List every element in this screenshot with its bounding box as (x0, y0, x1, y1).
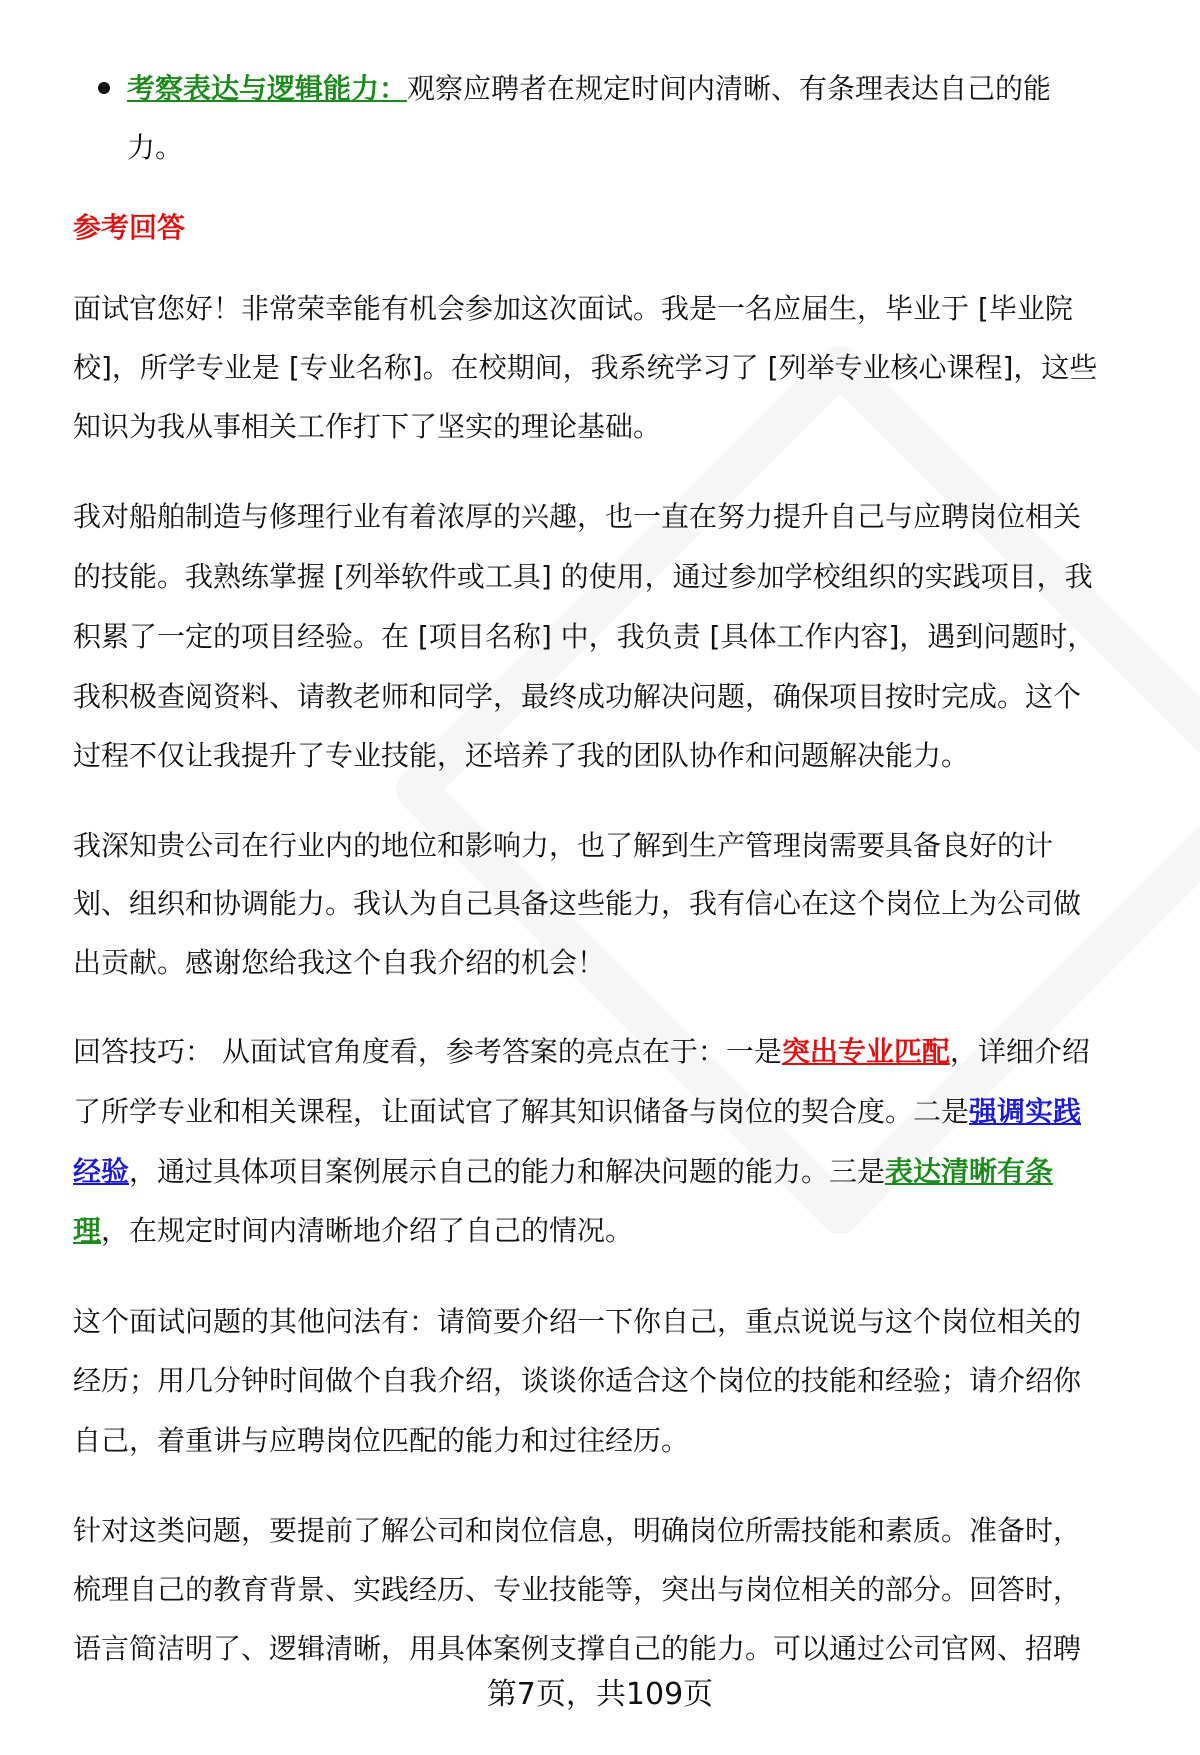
paragraph-line (73, 1511, 1081, 1551)
paragraph-line (73, 1092, 1081, 1132)
text-segment: 我对船舶制造与修理行业有着浓厚的兴趣，也一直在努力提升自己与应聘岗位相关 (73, 500, 1082, 533)
text-segment: 针对这类问题，要提前了解公司和岗位信息，明确岗位所需技能和素质。准备时， (73, 1514, 1082, 1547)
bullet-line-1 (127, 69, 1051, 109)
paragraph-line (73, 826, 1053, 866)
text-segment: 语言简洁明了、逻辑清晰，用具体案例支撑自己的能力。可以通过公司官网、招聘 (73, 1632, 1082, 1665)
paragraph-line (73, 884, 1081, 924)
text-segment: 划、组织和协调能力。我认为自己具备这些能力，我有信心在这个岗位上为公司做 (73, 887, 1082, 920)
paragraph-line (73, 617, 1095, 657)
paragraph-line (73, 497, 1081, 537)
paragraph-line (73, 407, 661, 447)
text-segment: 梳理自己的教育背景、实践经历、专业技能等，突出与岗位相关的部分。回答时， (73, 1573, 1082, 1606)
text-segment: 过程不仅让我提升了专业技能，还培养了我的团队协作和问题解决能力。 (73, 739, 970, 772)
text-segment: ，详细介绍 (949, 1035, 1090, 1068)
text-segment: 这个面试问题的其他问法有：请简要介绍一下你自己，重点说说与这个岗位相关的 (73, 1305, 1082, 1338)
text-segment: 了所学专业和相关课程，让面试官了解其知识储备与岗位的契合度。二是 (73, 1095, 970, 1128)
paragraph-line (73, 1211, 633, 1251)
text-segment: 积累了一定的项目经验。在 [项目名称] 中，我负责 [具体工作内容]，遇到问题时， (73, 620, 1096, 653)
text-segment: ，通过具体项目案例展示自己的能力和解决问题的能力。三是 (129, 1155, 886, 1188)
highlight-text: 强调实践 (969, 1095, 1082, 1128)
paragraph-line (73, 1421, 689, 1461)
text-segment: 我积极查阅资料、请教老师和同学，最终成功解决问题，确保项目按时完成。这个 (73, 680, 1082, 713)
text-segment: 经历；用几分钟时间做个自我介绍，谈谈你适合这个岗位的技能和经验；请介绍你 (73, 1364, 1082, 1397)
bullet-text: 观察应聘者在规定时间内清晰、有条理表达自己的能 (407, 72, 1052, 105)
paragraph-line (73, 289, 1073, 329)
bullet-dot (98, 82, 110, 94)
text-segment: 自己，着重讲与应聘岗位匹配的能力和过往经历。 (73, 1424, 690, 1457)
highlight-text: 理 (73, 1214, 102, 1247)
text-segment: ，在规定时间内清晰地介绍了自己的情况。 (101, 1214, 634, 1247)
paragraph-line (73, 1302, 1081, 1342)
highlight-text: 经验 (73, 1155, 130, 1188)
text-segment: 我深知贵公司在行业内的地位和影响力，也了解到生产管理岗需要具备良好的计 (73, 829, 1054, 862)
text-segment: 回答技巧： 从面试官角度看，参考答案的亮点在于：一是 (73, 1035, 782, 1068)
paragraph-line (73, 1152, 1053, 1192)
highlight-text: 突出专业匹配 (781, 1035, 950, 1068)
paragraph-line (73, 1570, 1081, 1610)
text-segment: 出贡献。感谢您给我这个自我介绍的机会！ (73, 946, 606, 979)
text-segment: 的技能。我熟练掌握 [列举软件或工具] 的使用，通过参加学校组织的实践项目，我 (73, 560, 1093, 593)
text-segment: 校]，所学专业是 [专业名称]。在校期间，我系统学习了 [列举专业核心课程]，这些 (73, 351, 1098, 384)
paragraph-line (73, 943, 605, 983)
bullet-line-2: 力。 (127, 131, 184, 164)
paragraph-line (73, 1361, 1081, 1401)
text-segment: 面试官您好！非常荣幸能有机会参加这次面试。我是一名应届生，毕业于 [毕业院 (73, 292, 1073, 325)
paragraph-line (73, 677, 1081, 717)
bullet-label: 考察表达与逻辑能力： (127, 72, 408, 105)
paragraph-line (73, 557, 1093, 597)
paragraph-line (73, 736, 969, 776)
highlight-text: 表达清晰有条 (885, 1155, 1054, 1188)
page-number: 第7页，共109页 (486, 1677, 714, 1712)
section-heading: 参考回答 (73, 211, 186, 244)
paragraph-line (73, 348, 1097, 388)
text-segment: 知识为我从事相关工作打下了坚实的理论基础。 (73, 410, 662, 443)
paragraph-line (73, 1629, 1081, 1669)
paragraph-line (73, 1032, 1090, 1072)
